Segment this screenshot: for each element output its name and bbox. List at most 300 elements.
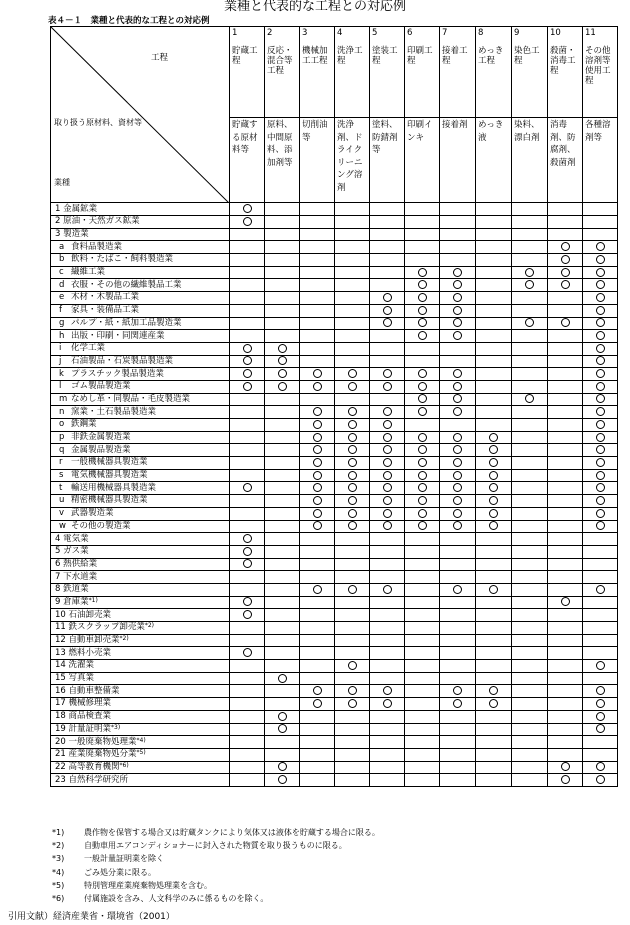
footnote-ref: *4) <box>136 736 146 744</box>
industry-name: 精密機械器具製造業 <box>71 495 148 506</box>
process-cell <box>548 672 583 685</box>
column-header-material <box>476 118 512 203</box>
applicable-circle-icon <box>418 433 427 442</box>
process-cell <box>370 482 405 495</box>
process-cell <box>300 304 335 317</box>
table-row <box>51 279 618 292</box>
process-cell <box>583 495 618 508</box>
process-cell <box>265 254 300 267</box>
column-material-name: 各種溶剤等 <box>585 120 611 143</box>
process-cell <box>265 545 300 558</box>
process-cell <box>265 482 300 495</box>
process-cell <box>548 533 583 546</box>
column-material-name: 洗浄剤、ドライクリーニング溶剤 <box>337 120 363 193</box>
applicable-circle-icon <box>596 420 605 429</box>
applicable-circle-icon <box>348 471 357 480</box>
industry-label <box>51 609 230 622</box>
applicable-circle-icon <box>596 712 605 721</box>
process-cell <box>370 431 405 444</box>
process-cell <box>300 419 335 432</box>
corner-industry-label: 業種 <box>54 178 70 187</box>
process-cell <box>300 710 335 723</box>
column-material-name: 塗料、防錆剤等 <box>372 120 398 155</box>
footnote <box>52 852 380 865</box>
applicable-circle-icon <box>243 204 252 213</box>
process-cell <box>440 507 476 520</box>
industry-name: 12 自動車卸売業 <box>55 635 120 646</box>
process-cell <box>512 457 548 470</box>
footnote-ref: *3) <box>111 723 121 731</box>
footnote-ref: *5) <box>136 749 146 757</box>
process-cell <box>476 317 512 330</box>
process-cell <box>440 583 476 596</box>
applicable-circle-icon <box>561 318 570 327</box>
process-cell <box>405 520 440 533</box>
footnote-mark: *6) <box>52 894 65 904</box>
industry-label <box>51 545 230 558</box>
column-header-material <box>583 118 618 203</box>
table-row <box>51 380 618 393</box>
process-cell <box>548 507 583 520</box>
industry-letter: g <box>59 317 65 328</box>
process-cell <box>230 609 265 622</box>
process-cell <box>230 380 265 393</box>
process-cell <box>265 266 300 279</box>
process-cell <box>335 533 370 546</box>
table-row <box>51 355 618 368</box>
applicable-circle-icon <box>348 407 357 416</box>
process-cell <box>476 355 512 368</box>
process-cell <box>335 266 370 279</box>
column-material-name: 接着剤 <box>442 120 468 130</box>
applicable-circle-icon <box>418 318 427 327</box>
applicable-circle-icon <box>348 420 357 429</box>
process-cell <box>230 304 265 317</box>
footnote <box>52 826 380 839</box>
table-row <box>51 241 618 254</box>
applicable-circle-icon <box>453 268 462 277</box>
process-cell <box>512 723 548 736</box>
process-cell <box>335 419 370 432</box>
process-cell <box>230 685 265 698</box>
process-cell <box>476 774 512 787</box>
applicable-circle-icon <box>278 762 287 771</box>
process-cell <box>370 710 405 723</box>
industry-label <box>51 368 230 381</box>
applicable-circle-icon <box>453 483 462 492</box>
process-cell <box>230 710 265 723</box>
process-cell <box>300 241 335 254</box>
industry-label <box>51 495 230 508</box>
process-cell <box>370 241 405 254</box>
process-cell <box>335 545 370 558</box>
applicable-circle-icon <box>418 483 427 492</box>
process-cell <box>440 545 476 558</box>
process-cell <box>512 444 548 457</box>
process-cell <box>335 660 370 673</box>
process-cell <box>583 355 618 368</box>
process-cell <box>512 330 548 343</box>
process-cell <box>440 761 476 774</box>
applicable-circle-icon <box>278 775 287 784</box>
applicable-circle-icon <box>348 433 357 442</box>
process-cell <box>548 241 583 254</box>
applicable-circle-icon <box>348 509 357 518</box>
industry-label <box>51 571 230 584</box>
applicable-circle-icon <box>313 458 322 467</box>
process-cell <box>300 431 335 444</box>
process-cell <box>583 279 618 292</box>
applicable-circle-icon <box>596 280 605 289</box>
process-cell <box>335 380 370 393</box>
industry-name: 16 自動車整備業 <box>55 685 120 696</box>
footnote-text: ごみ処分業に限る。 <box>84 867 156 877</box>
industry-name: 木材・木製品工業 <box>71 292 140 303</box>
process-cell <box>265 672 300 685</box>
process-cell <box>440 444 476 457</box>
industry-letter: b <box>59 254 65 265</box>
applicable-circle-icon <box>313 521 322 530</box>
industry-letter: h <box>59 330 65 341</box>
process-cell <box>265 469 300 482</box>
column-header-material <box>265 118 300 203</box>
industry-letter: j <box>59 355 62 366</box>
process-cell <box>548 355 583 368</box>
process-cell <box>548 304 583 317</box>
process-cell <box>265 444 300 457</box>
applicable-circle-icon <box>453 382 462 391</box>
process-cell <box>512 583 548 596</box>
applicable-circle-icon <box>453 686 462 695</box>
process-cell <box>300 444 335 457</box>
process-cell <box>300 622 335 635</box>
industry-label <box>51 533 230 546</box>
table-row <box>51 710 618 723</box>
table-row <box>51 444 618 457</box>
industry-label <box>51 304 230 317</box>
table-row <box>51 723 618 736</box>
industry-label <box>51 748 230 761</box>
process-cell <box>512 228 548 241</box>
process-cell <box>335 723 370 736</box>
process-cell <box>512 736 548 749</box>
process-cell <box>230 545 265 558</box>
process-cell <box>476 685 512 698</box>
process-cell <box>548 748 583 761</box>
process-cell <box>548 571 583 584</box>
corner-process-label: 工程 <box>151 53 169 63</box>
process-cell <box>265 304 300 317</box>
process-cell <box>583 482 618 495</box>
process-cell <box>405 241 440 254</box>
process-cell <box>583 457 618 470</box>
process-cell <box>300 748 335 761</box>
table-row <box>51 533 618 546</box>
process-cell <box>370 266 405 279</box>
process-cell <box>476 469 512 482</box>
column-header-process <box>476 27 512 118</box>
process-cell <box>230 698 265 711</box>
process-cell <box>548 368 583 381</box>
process-cell <box>405 660 440 673</box>
applicable-circle-icon <box>453 496 462 505</box>
process-cell <box>370 368 405 381</box>
process-cell <box>583 203 618 216</box>
process-cell <box>335 203 370 216</box>
applicable-circle-icon <box>596 382 605 391</box>
process-cell <box>548 266 583 279</box>
column-material-name: 染料、漂白剤 <box>514 120 540 143</box>
applicable-circle-icon <box>313 471 322 480</box>
process-cell <box>512 482 548 495</box>
process-cell <box>476 444 512 457</box>
process-cell <box>230 254 265 267</box>
process-cell <box>512 304 548 317</box>
process-cell <box>512 558 548 571</box>
applicable-circle-icon <box>453 433 462 442</box>
process-cell <box>230 596 265 609</box>
industry-name: 21 産業廃棄物処分業 <box>55 749 137 760</box>
process-cell <box>476 647 512 660</box>
industry-letter: t <box>59 482 63 493</box>
industry-label <box>51 241 230 254</box>
process-cell <box>548 482 583 495</box>
process-cell <box>370 774 405 787</box>
process-cell <box>230 520 265 533</box>
process-cell <box>548 596 583 609</box>
process-cell <box>370 571 405 584</box>
process-cell <box>405 545 440 558</box>
process-cell <box>583 228 618 241</box>
process-cell <box>405 685 440 698</box>
process-cell <box>440 279 476 292</box>
process-cell <box>476 304 512 317</box>
process-cell <box>583 761 618 774</box>
process-cell <box>230 622 265 635</box>
industry-name: 繊維工業 <box>71 267 106 278</box>
process-cell <box>583 380 618 393</box>
process-cell <box>230 583 265 596</box>
column-header-material <box>440 118 476 203</box>
process-cell <box>405 317 440 330</box>
process-cell <box>583 533 618 546</box>
process-cell <box>230 342 265 355</box>
industry-name: 17 機械修理業 <box>55 698 112 709</box>
process-cell <box>512 292 548 305</box>
process-cell <box>335 558 370 571</box>
applicable-circle-icon <box>453 293 462 302</box>
process-cell <box>405 647 440 660</box>
process-cell <box>335 431 370 444</box>
industry-label <box>51 279 230 292</box>
process-cell <box>265 634 300 647</box>
process-cell <box>548 469 583 482</box>
process-cell <box>476 622 512 635</box>
applicable-circle-icon <box>596 268 605 277</box>
process-cell <box>476 520 512 533</box>
process-cell <box>370 216 405 229</box>
applicable-circle-icon <box>596 661 605 670</box>
process-cell <box>230 774 265 787</box>
process-cell <box>335 685 370 698</box>
process-cell <box>405 736 440 749</box>
applicable-circle-icon <box>278 724 287 733</box>
process-cell <box>300 507 335 520</box>
process-cell <box>265 723 300 736</box>
column-header-process <box>440 27 476 118</box>
process-cell <box>476 545 512 558</box>
applicable-circle-icon <box>596 521 605 530</box>
process-cell <box>440 634 476 647</box>
process-cell <box>512 545 548 558</box>
process-cell <box>265 317 300 330</box>
process-cell <box>440 380 476 393</box>
applicable-circle-icon <box>596 318 605 327</box>
process-cell <box>440 203 476 216</box>
industry-label <box>51 342 230 355</box>
footnote-text: 付属施設を含み、人文科学のみに係るものを除く。 <box>84 894 269 904</box>
applicable-circle-icon <box>525 268 534 277</box>
process-cell <box>265 380 300 393</box>
process-cell <box>265 583 300 596</box>
process-cell <box>300 774 335 787</box>
table-row <box>51 698 618 711</box>
process-cell <box>440 748 476 761</box>
applicable-circle-icon <box>561 242 570 251</box>
applicable-circle-icon <box>596 344 605 353</box>
column-header-process <box>335 27 370 118</box>
table-row <box>51 406 618 419</box>
process-cell <box>370 444 405 457</box>
process-cell <box>230 241 265 254</box>
process-cell <box>230 533 265 546</box>
column-process-name: 殺菌・消毒工程 <box>550 46 576 76</box>
process-cell <box>476 698 512 711</box>
column-number: 7 <box>442 28 448 38</box>
applicable-circle-icon <box>489 686 498 695</box>
process-cell <box>265 355 300 368</box>
process-cell <box>512 520 548 533</box>
process-cell <box>335 710 370 723</box>
industry-letter: r <box>59 457 63 468</box>
industry-name: 23 自然科学研究所 <box>55 774 129 785</box>
table-row <box>51 571 618 584</box>
process-cell <box>512 317 548 330</box>
process-cell <box>440 304 476 317</box>
process-cell <box>476 406 512 419</box>
process-cell <box>405 406 440 419</box>
table-row <box>51 748 618 761</box>
industry-label <box>51 393 230 406</box>
process-cell <box>335 304 370 317</box>
process-cell <box>405 330 440 343</box>
process-cell <box>512 355 548 368</box>
process-cell <box>230 419 265 432</box>
process-cell <box>405 304 440 317</box>
process-cell <box>300 583 335 596</box>
footnote-ref: *2) <box>144 622 155 630</box>
applicable-circle-icon <box>418 280 427 289</box>
process-cell <box>265 647 300 660</box>
industry-name: 13 燃料小売業 <box>55 647 112 658</box>
applicable-circle-icon <box>489 433 498 442</box>
process-cell <box>265 203 300 216</box>
process-cell <box>370 203 405 216</box>
process-cell <box>440 571 476 584</box>
footnote-text: 一般計量証明業を除く <box>84 854 164 864</box>
footnotes <box>52 826 380 905</box>
column-number: 3 <box>302 28 308 38</box>
industry-name: 3 製造業 <box>55 229 89 240</box>
process-cell <box>265 406 300 419</box>
citation: 引用文献）経済産業省・環境省（2001） <box>8 912 175 922</box>
applicable-circle-icon <box>348 445 357 454</box>
applicable-circle-icon <box>453 407 462 416</box>
industry-label <box>51 266 230 279</box>
column-header-material <box>335 118 370 203</box>
process-cell <box>583 609 618 622</box>
process-cell <box>476 330 512 343</box>
industry-label <box>51 228 230 241</box>
process-cell <box>230 355 265 368</box>
column-material-name: 切削油等 <box>302 120 328 143</box>
industry-name: なめし革・同製品・毛皮製造業 <box>71 393 191 404</box>
column-material-name: めっき液 <box>478 120 504 143</box>
process-cell <box>335 228 370 241</box>
applicable-circle-icon <box>383 369 392 378</box>
footnote-mark: *4) <box>52 867 65 877</box>
industry-letter: f <box>59 305 62 316</box>
process-cell <box>230 266 265 279</box>
applicable-circle-icon <box>383 471 392 480</box>
industry-name: 18 商品検査業 <box>55 711 112 722</box>
process-cell <box>512 507 548 520</box>
process-cell <box>440 368 476 381</box>
industry-label <box>51 723 230 736</box>
process-cell <box>476 583 512 596</box>
industry-name: パルプ・紙・紙加工品製造業 <box>71 317 182 328</box>
process-cell <box>583 698 618 711</box>
industry-name: 非鉄金属製造業 <box>71 432 131 443</box>
table-row <box>51 216 618 229</box>
process-cell <box>548 647 583 660</box>
process-cell <box>476 292 512 305</box>
corner-material-label: 取り扱う原材料、資材等 <box>54 118 142 127</box>
process-cell <box>440 558 476 571</box>
process-cell <box>300 330 335 343</box>
industry-name: 石油製品・石炭製品製造業 <box>71 355 174 366</box>
process-cell <box>405 431 440 444</box>
process-cell <box>548 685 583 698</box>
industry-label <box>51 292 230 305</box>
applicable-circle-icon <box>596 394 605 403</box>
process-cell <box>440 254 476 267</box>
industry-label <box>51 622 230 635</box>
process-cell <box>548 609 583 622</box>
process-cell <box>265 736 300 749</box>
process-cell <box>405 228 440 241</box>
process-cell <box>548 698 583 711</box>
process-cell <box>583 507 618 520</box>
applicable-circle-icon <box>596 775 605 784</box>
process-cell <box>405 292 440 305</box>
process-cell <box>300 596 335 609</box>
process-cell <box>265 342 300 355</box>
applicable-circle-icon <box>561 762 570 771</box>
process-cell <box>265 457 300 470</box>
industry-name: 22 高等教育機関 <box>55 761 120 772</box>
applicable-circle-icon <box>278 712 287 721</box>
